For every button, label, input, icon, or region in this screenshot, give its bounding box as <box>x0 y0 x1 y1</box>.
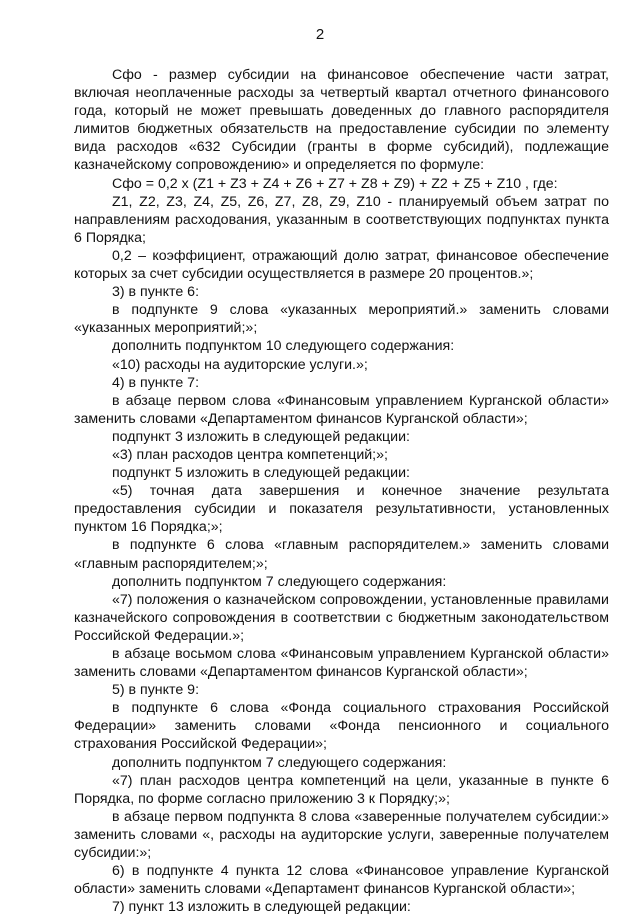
paragraph: «7) план расходов центра компетенций на цели, указанные в пункте 6 Порядка, по форме согласно приложению 3 к Порядку;»; <box>74 772 609 807</box>
paragraph: в подпункте 9 слова «указанных мероприятий.» заменить словами «указанных мероприятий;»; <box>74 302 609 337</box>
document-body <box>74 66 609 916</box>
paragraph: в подпункте 6 слова «Фонда социального страхования Российской Федерации» заменить словами «Фонда пенсионного и социального страхования Российской Федерации»; <box>74 700 609 753</box>
page-number: 2 <box>315 26 325 43</box>
paragraph: 6) в подпункте 4 пункта 12 слова «Финансовое управление Курганской области» заменить словами «Департамент финансов Курганской области»; <box>74 863 609 898</box>
paragraph: подпункт 3 изложить в следующей редакции: <box>112 428 410 445</box>
paragraph: дополнить подпунктом 7 следующего содержания: <box>112 754 447 771</box>
paragraph: в абзаце первом подпункта 8 слова «заверенные получателем субсидии:» заменить словами «, расходы на аудиторские услуги, заверенные получателем субсидии:»; <box>74 808 609 862</box>
paragraph: 5) в пункте 9: <box>112 682 200 699</box>
paragraph: в абзаце первом слова «Финансовым управлением Курганской области» заменить словами «Департаментом финансов Курганской области»; <box>74 392 609 427</box>
paragraph: Z1, Z2, Z3, Z4, Z5, Z6, Z7, Z8, Z9, Z10 - планируемый объем затрат по направлениям расходования, указанным в соответствующих подпунктах пункта 6 Порядка; <box>74 193 609 246</box>
paragraph: в абзаце восьмом слова «Финансовым управлением Курганской области» заменить словами «Департаментом финансов Курганской области»; <box>74 646 609 681</box>
paragraph: дополнить подпунктом 10 следующего содержания: <box>112 338 455 355</box>
paragraph: 7) пункт 13 изложить в следующей редакции: <box>112 899 411 916</box>
paragraph: дополнить подпунктом 7 следующего содержания: <box>112 573 447 590</box>
paragraph: 0,2 – коэффициент, отражающий долю затрат, финансовое обеспечение которых за счет субсидии осуществляется в размере 20 процентов.»; <box>74 247 609 283</box>
paragraph: 3) в пункте 6: <box>112 284 200 301</box>
paragraph: «7) положения о казначейском сопровождении, установленные правилами казначейского сопровождения в соответствии с бюджетным законодательством Российской Федерации.»; <box>74 591 609 644</box>
paragraph: «10) расходы на аудиторские услуги.»; <box>112 356 368 373</box>
paragraph: 4) в пункте 7: <box>112 374 200 391</box>
paragraph: Сфо - размер субсидии на финансовое обеспечение части затрат, включая неоплаченные расходы за четвертый квартал отчетного финансового года, который не может превышать доведенных до главного распорядителя лимитов бюджетных обязательств на предоставление субсидии по элементу вида расходов «632 Субсидии (гранты в форме субсидий), подлежащие казначейскому сопровождению» и определяется по формуле: <box>74 67 609 174</box>
paragraph: в подпункте 6 слова «главным распорядителем.» заменить словами «главным распорядителем;»; <box>74 537 609 572</box>
formula-paragraph: Сфо = 0,2 х (Z1 + Z3 + Z4 + Z6 + Z7 + Z8 + Z9) + Z2 + Z5 + Z10 , где: <box>112 175 558 192</box>
paragraph: «5) точная дата завершения и конечное значение результата предоставления субсидии и показателя результативности, установленных пунктом 16 Порядка;»; <box>74 483 609 536</box>
paragraph: подпункт 5 изложить в следующей редакции: <box>112 465 410 482</box>
paragraph: «3) план расходов центра компетенций;»; <box>112 446 388 463</box>
